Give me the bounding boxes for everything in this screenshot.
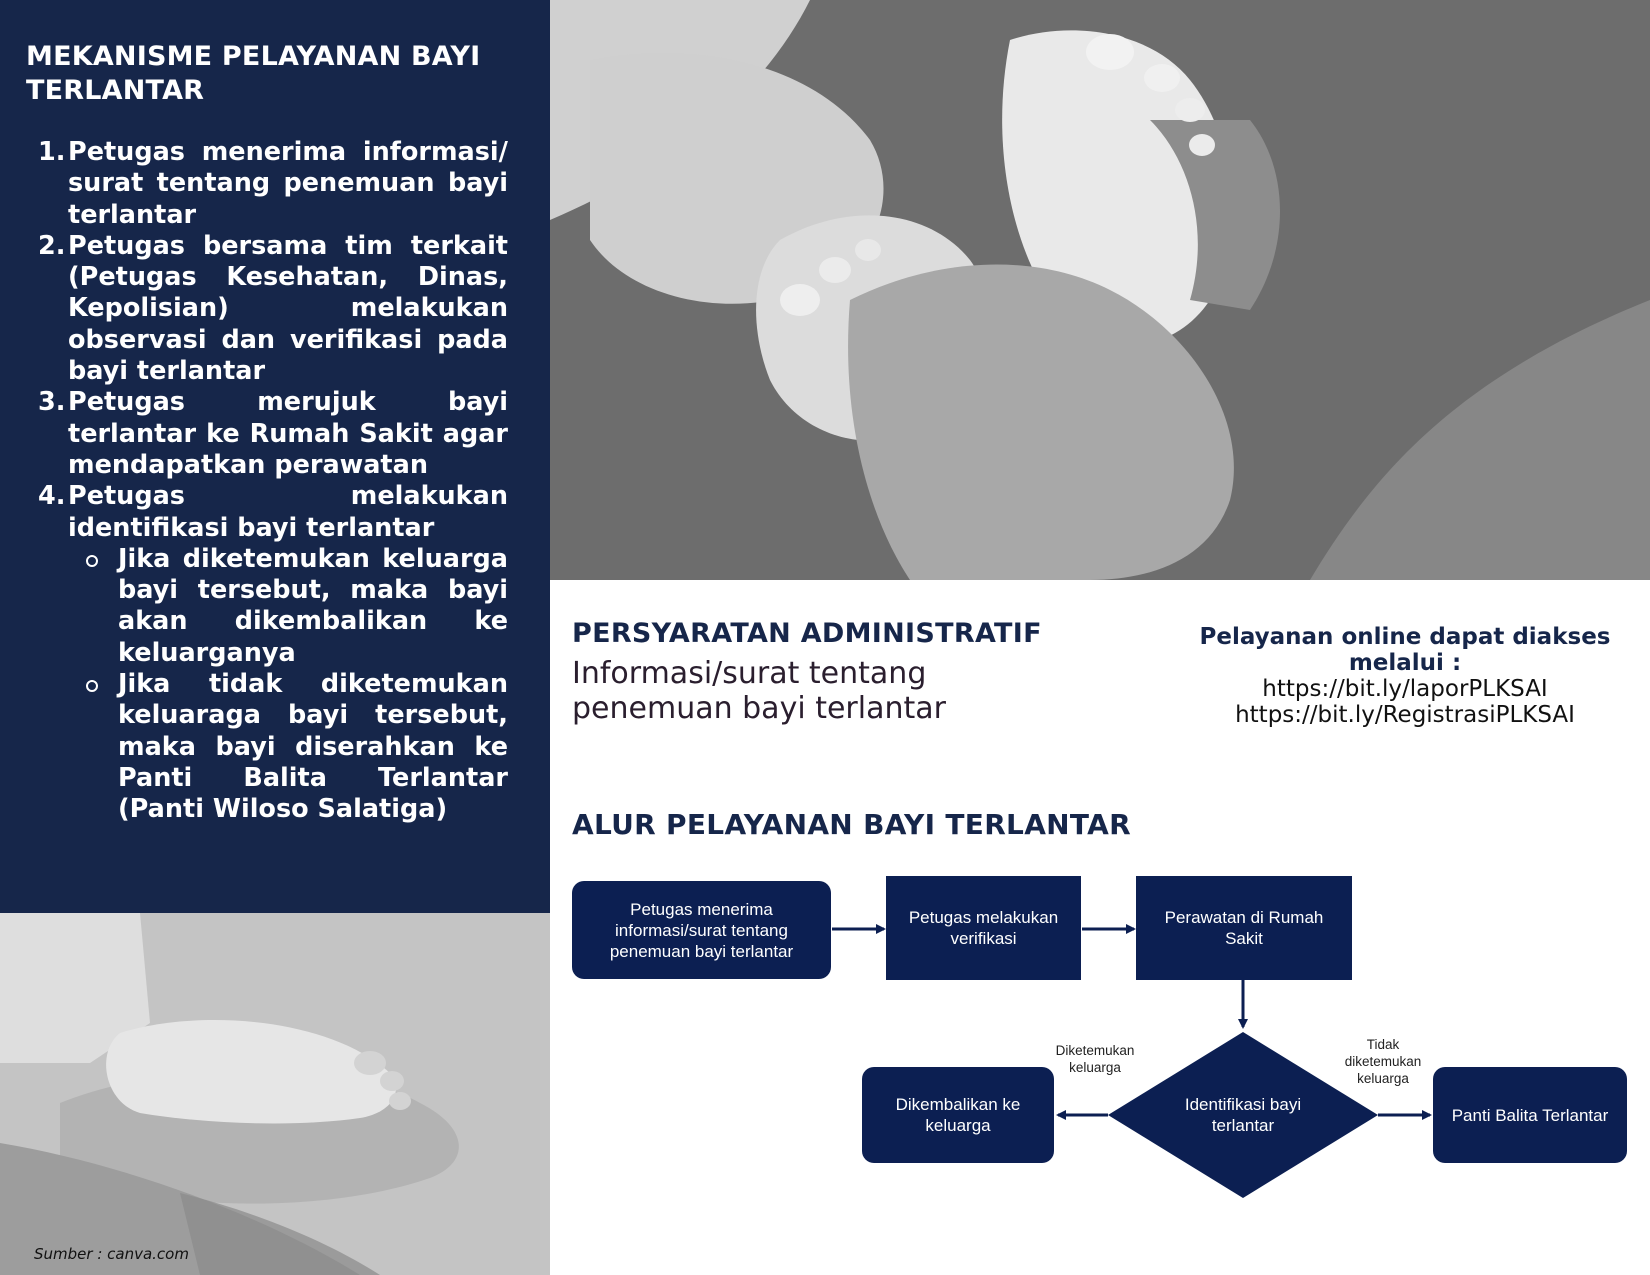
mechanism-title: MEKANISME PELAYANAN BAYI TERLANTAR [26, 41, 481, 106]
step-text: Petugas bersama tim terkait (Petugas Kesehatan, Dinas, Kepolisian) melakukan observasi dan verifikasi pada bayi terlantar [68, 230, 508, 387]
label-not-found-family-text: Tidak diketemukan keluarga [1344, 1037, 1422, 1086]
step-number: 1. [38, 137, 66, 167]
node-receive-info-label: Petugas menerima informasi/surat tentang penemuan bayi terlantar [609, 899, 794, 961]
sub-step-text: Jika tidak diketemukan keluaraga bayi tersebut, maka bayi diserahkan ke Panti Balita Terlantar (Panti Wiloso Salatiga) [118, 669, 508, 825]
admin-requirements-title: PERSYARATAN ADMINISTRATIF [572, 618, 1042, 649]
registrasi-link[interactable]: https://bit.ly/RegistrasiPLKSAI [1235, 702, 1575, 728]
label-not-found-family [1338, 1036, 1428, 1087]
node-verify-label: Petugas melakukan verifikasi [908, 908, 1059, 948]
node-identify-label: Identifikasi bayi terlantar [1184, 1095, 1302, 1135]
lapor-link[interactable]: https://bit.ly/laporPLKSAI [1262, 676, 1548, 702]
online-service-label: Pelayanan online dapat diakses melalui : [1199, 624, 1611, 676]
label-found-family [1046, 1042, 1144, 1076]
step-number: 3. [38, 387, 66, 418]
step-number: 4. [38, 481, 66, 512]
source-caption: Sumber : canva.com [34, 1245, 189, 1263]
node-return-family [862, 1067, 1054, 1163]
step-number: 2. [38, 230, 66, 261]
flow-title: ALUR PELAYANAN BAYI TERLANTAR [572, 808, 1131, 841]
step-text: Petugas menerima informasi/ surat tentang penemuan bayi terlantar [68, 137, 508, 230]
step-text: Petugas melakukan identifikasi bayi terlantar [68, 481, 508, 543]
step-text: Petugas merujuk bayi terlantar ke Rumah Sakit agar mendapatkan perawatan [68, 387, 508, 480]
node-return-family-label: Dikembalikan ke keluarga [895, 1095, 1021, 1135]
node-hospital-care [1136, 876, 1352, 980]
node-hospital-care-label: Perawatan di Rumah Sakit [1164, 908, 1324, 948]
node-verify [886, 876, 1081, 980]
node-panti [1433, 1067, 1627, 1163]
label-found-family-text: Diketemukan keluarga [1055, 1043, 1135, 1075]
node-receive-info [572, 881, 831, 979]
node-panti-label: Panti Balita Terlantar [1451, 1105, 1609, 1125]
admin-requirements-body: Informasi/surat tentang penemuan bayi terlantar [572, 656, 946, 726]
node-identify [1168, 1085, 1318, 1145]
sub-step-text: Jika diketemukan keluarga bayi tersebut, maka bayi akan dikembalikan ke keluarganya [118, 543, 508, 668]
